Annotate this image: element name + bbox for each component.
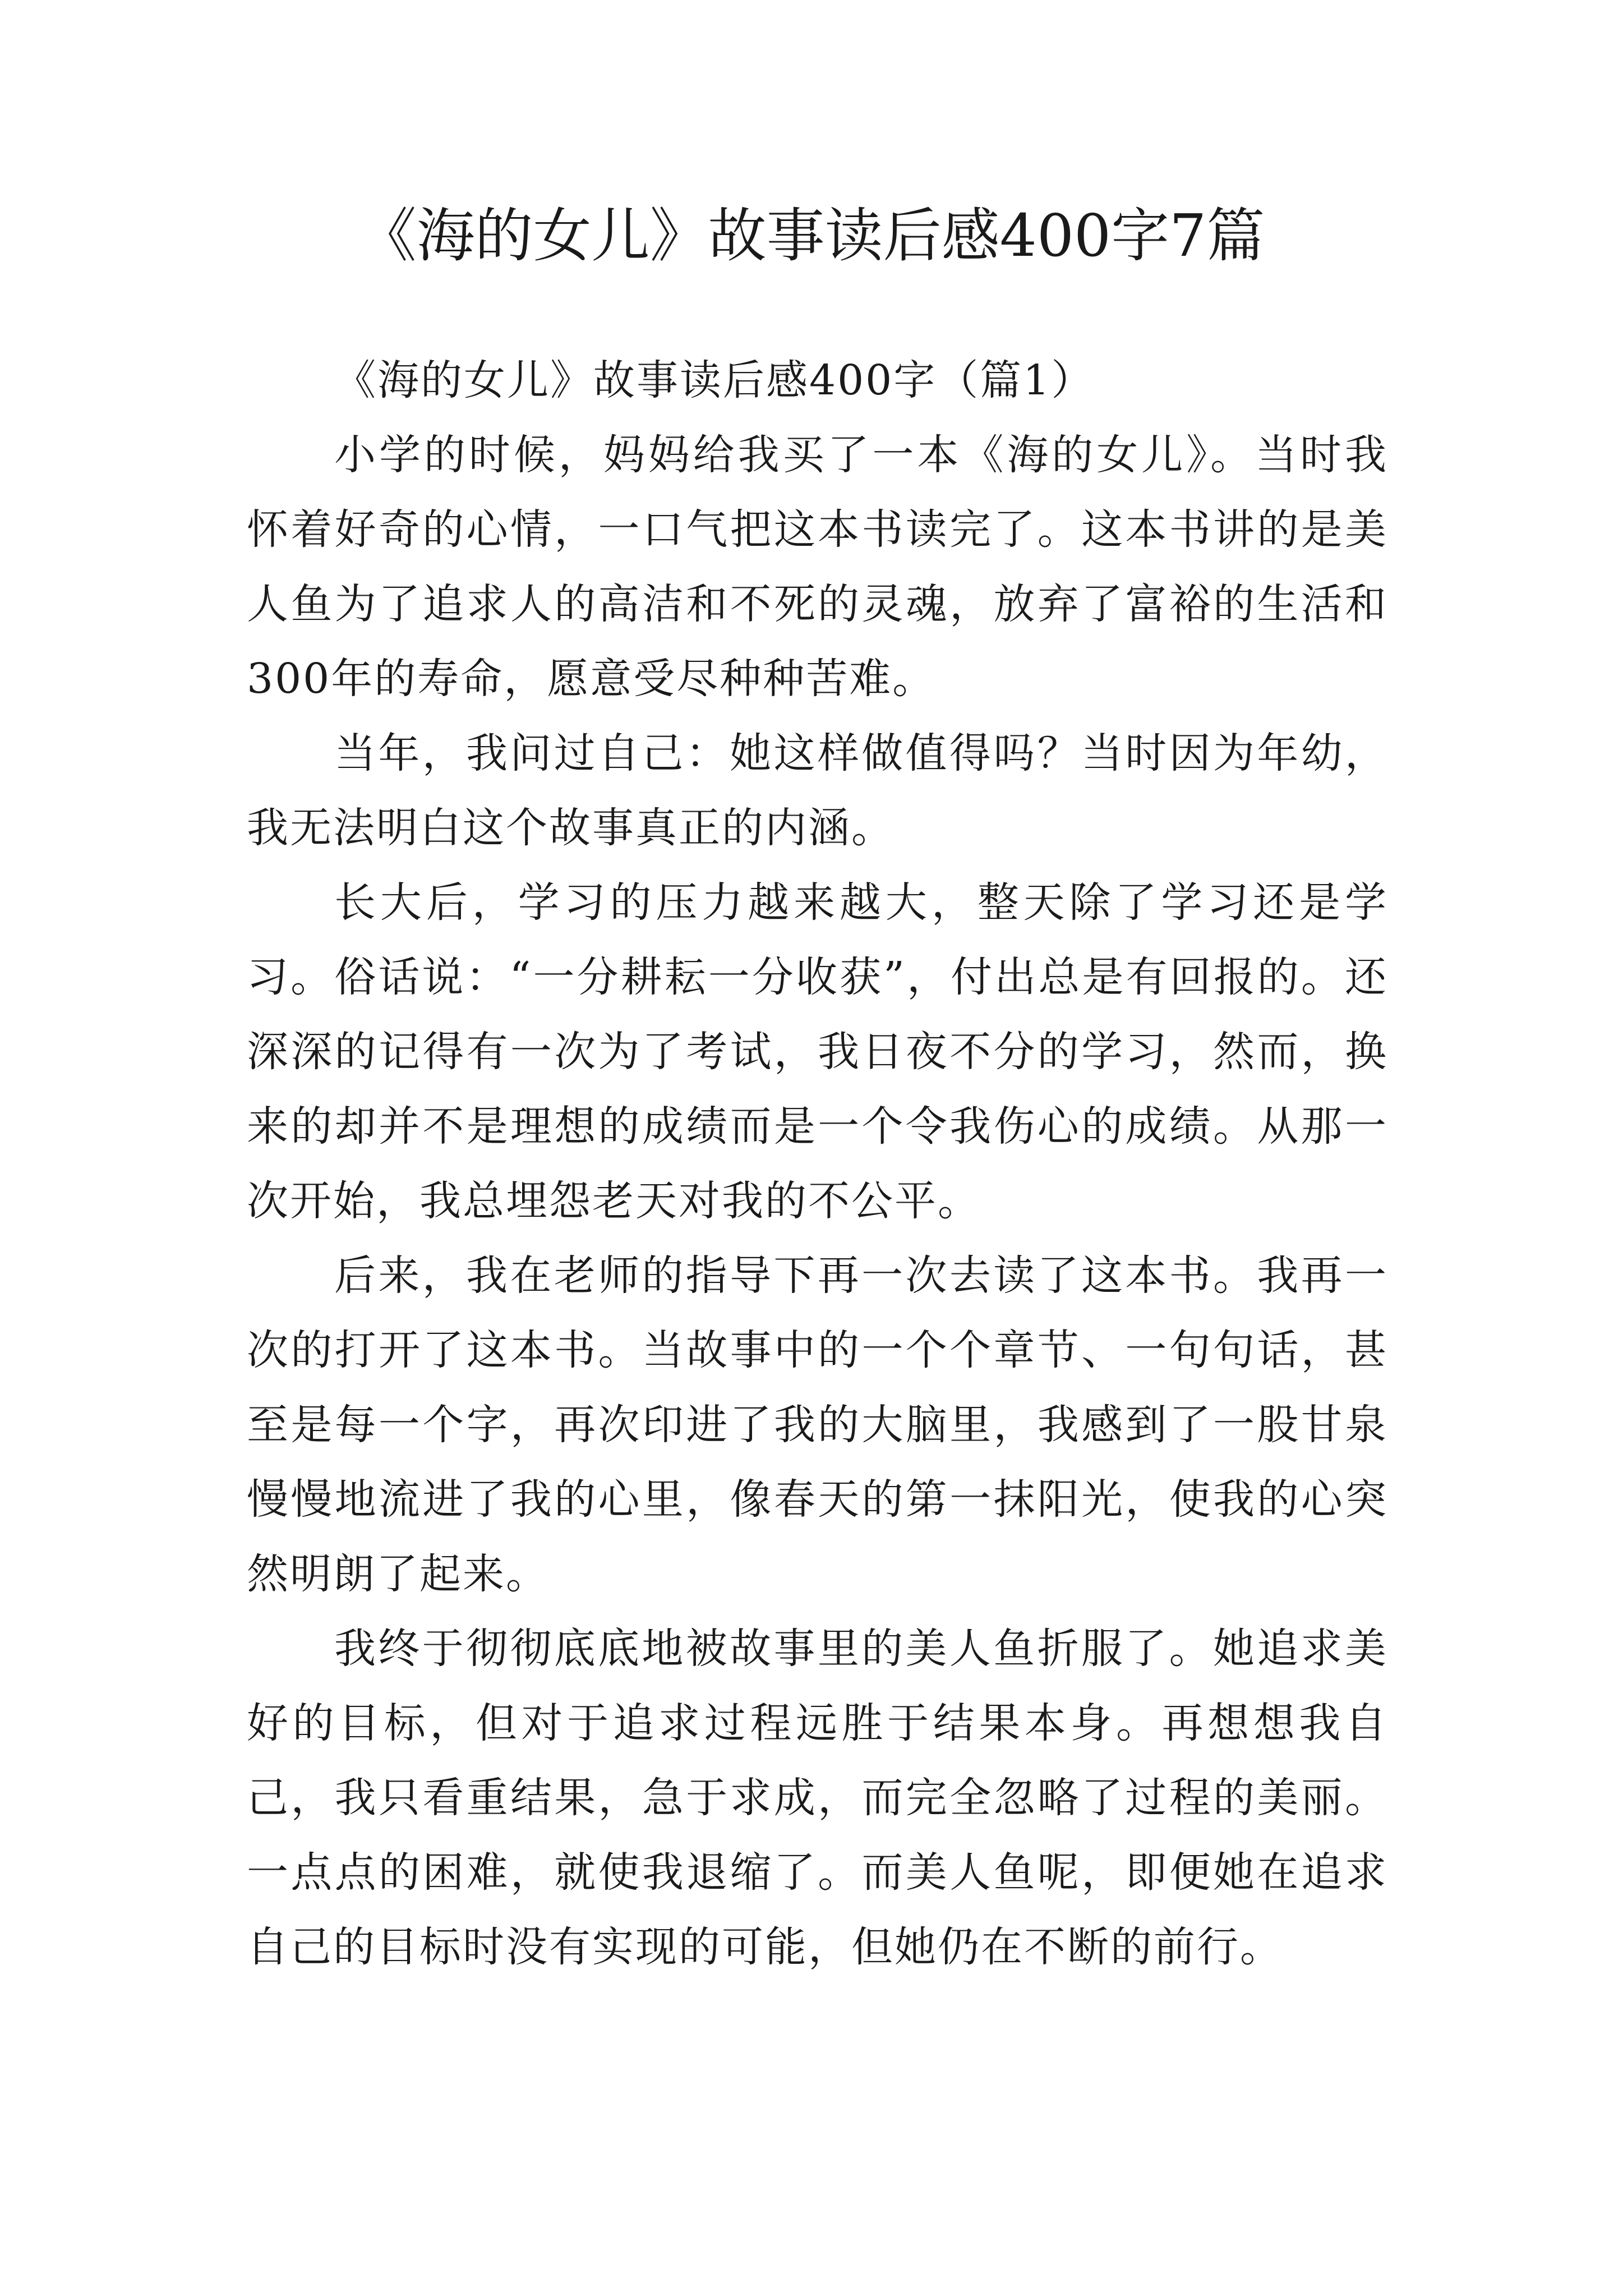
- section-heading: 《海的女儿》故事读后感400字（篇1）: [334, 356, 1095, 404]
- paragraph: 当年，我问过自己：她这样做值得吗？当时因为年幼，我无法明白这个故事真正的内涵。: [247, 729, 1388, 852]
- paragraph: 长大后，学习的压力越来越大，整天除了学习还是学习。俗话说：“一分耕耘一分收获”，付出总是有回报的。还深深的记得有一次为了考试，我日夜不分的学习，然而，换来的却并不是理想的成绩而是一个令我伤心的成绩。从那一次开始，我总埋怨老天对我的不公平。: [247, 878, 1388, 1225]
- document-body: [247, 343, 1388, 1985]
- document-title: 《海的女儿》故事读后感400字7篇: [358, 201, 1265, 270]
- paragraph: 小学的时候，妈妈给我买了一本《海的女儿》。当时我怀着好奇的心情，一口气把这本书读完了。这本书讲的是美人鱼为了追求人的高洁和不死的灵魂，放弃了富裕的生活和300年的寿命，愿意受尽种种苦难。: [247, 431, 1388, 703]
- paragraph: 我终于彻彻底底地被故事里的美人鱼折服了。她追求美好的目标，但对于追求过程远胜于结果本身。再想想我自己，我只看重结果，急于求成，而完全忽略了过程的美丽。一点点的困难，就使我退缩了。而美人鱼呢，即便她在追求自己的目标时没有实现的可能，但她仍在不断的前行。: [247, 1625, 1388, 1971]
- paragraph: 后来，我在老师的指导下再一次去读了这本书。我再一次的打开了这本书。当故事中的一个个章节、一句句话，甚至是每一个字，再次印进了我的大脑里，我感到了一股甘泉慢慢地流进了我的心里，像春天的第一抹阳光，使我的心突然明朗了起来。: [247, 1251, 1388, 1598]
